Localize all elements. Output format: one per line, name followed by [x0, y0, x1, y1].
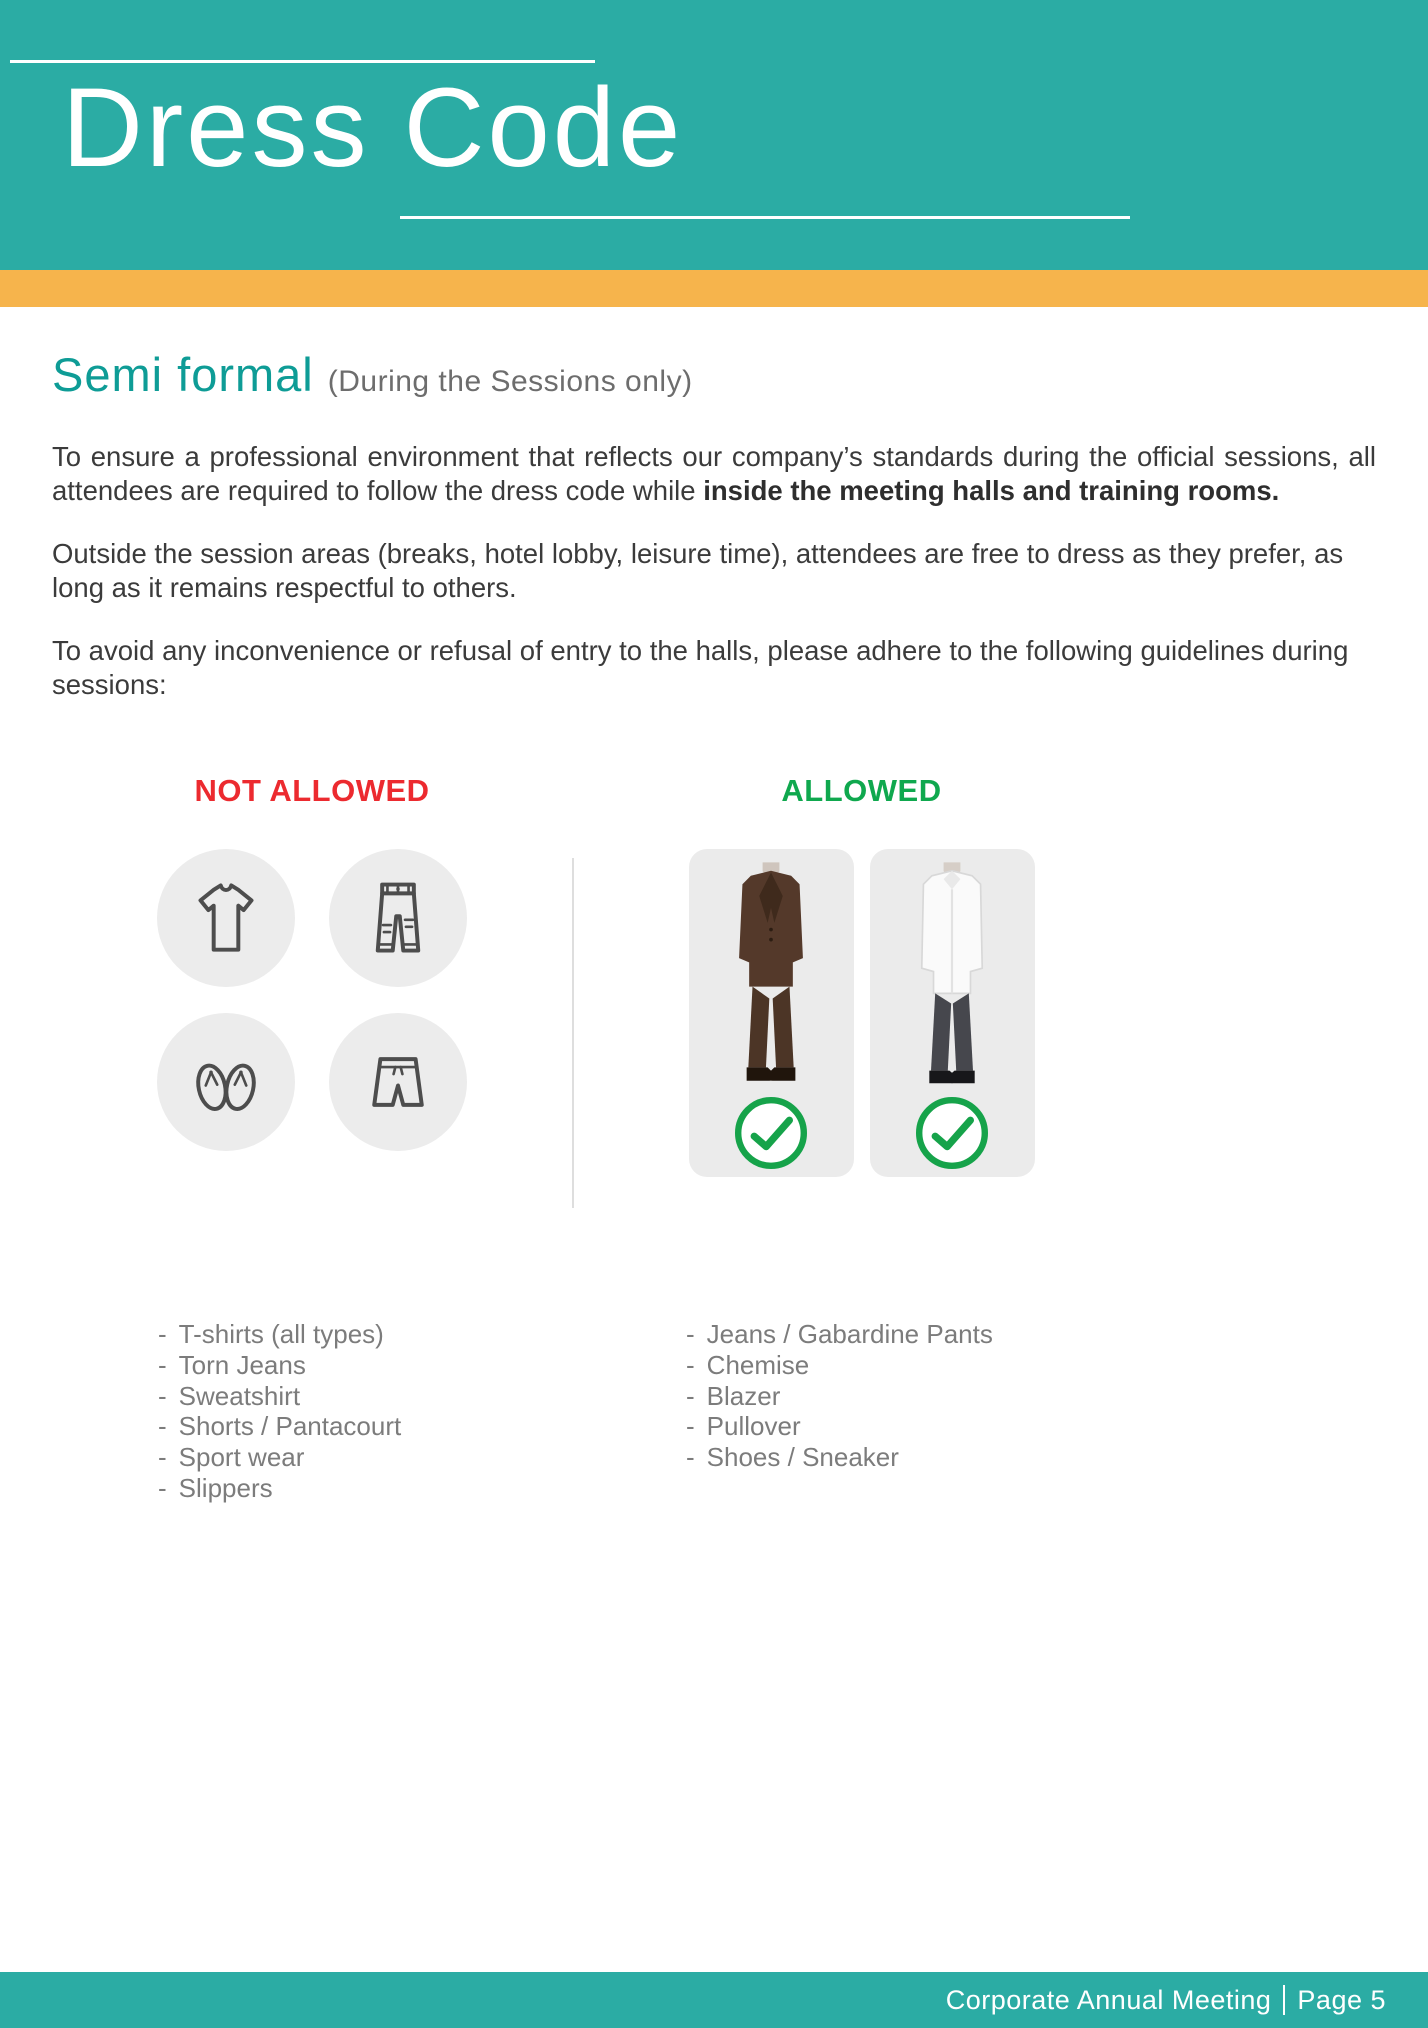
- allowed-item: Blazer: [706, 1380, 781, 1411]
- not-allowed-title: NOT ALLOWED: [194, 773, 430, 809]
- accent-stripe: [0, 270, 1428, 307]
- list-item: [158, 1319, 572, 1350]
- bullet: -: [158, 1319, 167, 1350]
- bullet: -: [158, 1411, 167, 1442]
- bullet: -: [686, 1411, 695, 1442]
- not-allowed-item: Sweatshirt: [178, 1380, 301, 1411]
- header-top-line: [10, 60, 595, 63]
- list-item: [158, 1350, 572, 1381]
- list-item: [686, 1381, 1149, 1412]
- torn-jeans-icon-circle: [329, 849, 467, 987]
- list-item: [686, 1350, 1149, 1381]
- not-allowed-item: Slippers: [178, 1472, 273, 1503]
- allowed-item: Pullover: [706, 1411, 801, 1442]
- torn-jeans-icon: [354, 874, 442, 962]
- shirt-pants-illustration: [877, 859, 1027, 1111]
- list-item: [158, 1411, 572, 1442]
- checkmark-icon: [912, 1093, 992, 1173]
- bullet: -: [686, 1319, 695, 1350]
- bullet: -: [686, 1380, 695, 1411]
- tshirt-icon: [182, 874, 270, 962]
- shorts-icon: [354, 1038, 442, 1126]
- checkmark-icon: [731, 1093, 811, 1173]
- allowed-title: ALLOWED: [781, 773, 942, 809]
- allowed-column: [574, 773, 1149, 1503]
- tshirt-icon-circle: [157, 849, 295, 987]
- not-allowed-icon-grid: [52, 849, 572, 1151]
- paragraph-intro-text: To ensure a professional environment that reflects our company’s standards during the official sessions, all attendees are required to follow the dress code while: [52, 441, 1376, 506]
- footer-event-name: Corporate Annual Meeting: [945, 1984, 1272, 2015]
- dress-code-columns: [52, 773, 1376, 1503]
- paragraph-outside-sessions: Outside the session areas (breaks, hotel lobby, leisure time), attendees are free to dress as they prefer, as long as it remains respectful to others.: [52, 538, 1344, 603]
- allowed-cards-area: [574, 849, 1149, 1319]
- not-allowed-item: Shorts / Pantacourt: [178, 1411, 402, 1442]
- bullet: -: [686, 1349, 695, 1380]
- shirt-pants-card: [870, 849, 1035, 1177]
- bullet: -: [158, 1380, 167, 1411]
- footer-separator: [1283, 1985, 1285, 2015]
- bullet: -: [686, 1441, 695, 1472]
- allowed-item: Jeans / Gabardine Pants: [706, 1319, 993, 1350]
- allowed-item: Chemise: [706, 1349, 810, 1380]
- paragraph-guidelines: To avoid any inconvenience or refusal of entry to the halls, please adhere to the following guidelines during sessions:: [52, 635, 1349, 700]
- not-allowed-column: [52, 773, 572, 1503]
- paragraph-intro-bold: inside the meeting halls and training rooms.: [703, 474, 1280, 506]
- list-item: [158, 1442, 572, 1473]
- list-item: [158, 1473, 572, 1504]
- bullet: -: [158, 1472, 167, 1503]
- suit-card: [689, 849, 854, 1177]
- section-heading-note: (During the Sessions only): [327, 365, 693, 398]
- slippers-icon-circle: [157, 1013, 295, 1151]
- slippers-icon: [182, 1038, 270, 1126]
- not-allowed-item: T-shirts (all types): [178, 1319, 384, 1350]
- page-title: Dress Code: [62, 65, 684, 190]
- not-allowed-list: [52, 1319, 572, 1503]
- section-heading: [52, 347, 1376, 402]
- page-header: [0, 0, 1428, 270]
- suit-illustration: [696, 859, 846, 1111]
- page-footer: [0, 1972, 1428, 2028]
- list-item: [686, 1319, 1149, 1350]
- section-heading-text: Semi formal: [52, 348, 314, 401]
- paragraph-intro: [52, 440, 1376, 507]
- bullet: -: [158, 1441, 167, 1472]
- allowed-cards: [574, 849, 1149, 1177]
- list-item: [158, 1381, 572, 1412]
- not-allowed-item: Torn Jeans: [178, 1349, 306, 1380]
- not-allowed-item: Sport wear: [178, 1441, 305, 1472]
- list-item: [686, 1411, 1149, 1442]
- not-allowed-icons-area: [52, 849, 572, 1319]
- allowed-list: [574, 1319, 1149, 1472]
- list-item: [686, 1442, 1149, 1473]
- footer-page-number: Page 5: [1297, 1984, 1386, 2015]
- shorts-icon-circle: [329, 1013, 467, 1151]
- header-bottom-line: [400, 216, 1130, 219]
- allowed-item: Shoes / Sneaker: [706, 1441, 899, 1472]
- bullet: -: [158, 1349, 167, 1380]
- page-content: [0, 347, 1428, 1503]
